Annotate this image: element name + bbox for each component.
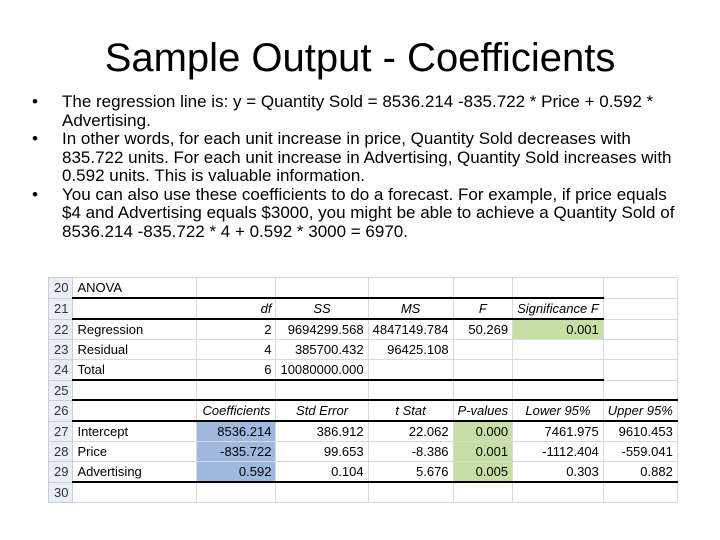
header-ms[interactable]: MS <box>368 298 453 319</box>
table-row <box>49 340 678 360</box>
table-row <box>49 442 678 462</box>
value-cell[interactable]: 5.676 <box>368 462 453 483</box>
row-number: 26 <box>49 400 73 421</box>
value-cell[interactable]: 0.303 <box>513 462 604 483</box>
value-cell[interactable]: 96425.108 <box>368 340 453 360</box>
row-label-total[interactable]: Total <box>73 360 197 381</box>
header-std-error[interactable]: Std Error <box>276 400 368 421</box>
cell[interactable] <box>513 278 604 299</box>
cell[interactable] <box>513 380 604 400</box>
header-ss[interactable]: SS <box>276 298 368 319</box>
header-df[interactable]: df <box>197 298 276 319</box>
header-significance-f[interactable]: Significance F <box>513 298 604 319</box>
cell[interactable] <box>453 340 513 360</box>
value-cell[interactable]: -559.041 <box>603 442 677 462</box>
value-cell[interactable]: 4 <box>197 340 276 360</box>
value-cell[interactable]: -8.386 <box>368 442 453 462</box>
value-cell[interactable]: 0.882 <box>603 462 677 483</box>
row-label-intercept[interactable]: Intercept <box>73 421 197 442</box>
bullet-list <box>30 93 690 241</box>
cell[interactable] <box>368 380 453 400</box>
row-number: 28 <box>49 442 73 462</box>
table-row <box>49 462 678 483</box>
header-upper-95[interactable]: Upper 95% <box>603 400 677 421</box>
cell[interactable] <box>453 360 513 381</box>
header-p-values[interactable]: P-values <box>453 400 513 421</box>
cell[interactable] <box>276 482 368 502</box>
value-cell[interactable]: 22.062 <box>368 421 453 442</box>
cell[interactable] <box>73 482 197 502</box>
table-row <box>49 421 678 442</box>
regression-output-table <box>48 277 678 503</box>
value-cell[interactable]: 385700.432 <box>276 340 368 360</box>
p-value-cell[interactable]: 0.000 <box>453 421 513 442</box>
row-label-residual[interactable]: Residual <box>73 340 197 360</box>
p-value-cell[interactable]: 0.005 <box>453 462 513 483</box>
cell[interactable] <box>73 400 197 421</box>
bullet-item: • You can also use these coefficients to do a forecast. For example, if price equals $4 and Advertising equals $3000, you might be able to achieve a Quantity Sold of 8536.214 -835.722 * 4 + 0.592 * 3000 = 6970. <box>30 186 690 242</box>
value-cell[interactable]: 4847149.784 <box>368 319 453 340</box>
cell[interactable] <box>197 278 276 299</box>
table-row <box>49 482 678 502</box>
bullet-item: • The regression line is: y = Quantity Sold = 8536.214 -835.722 * Price + 0.592 * Advertising. <box>30 93 690 130</box>
header-lower-95[interactable]: Lower 95% <box>513 400 604 421</box>
cell[interactable] <box>276 278 368 299</box>
value-cell[interactable]: 386.912 <box>276 421 368 442</box>
table-row <box>49 319 678 340</box>
table-row <box>49 400 678 421</box>
coefficient-cell[interactable]: 8536.214 <box>197 421 276 442</box>
row-number: 22 <box>49 319 73 340</box>
value-cell[interactable]: 9610.453 <box>603 421 677 442</box>
cell[interactable] <box>603 340 677 360</box>
value-cell[interactable]: 6 <box>197 360 276 381</box>
row-label-price[interactable]: Price <box>73 442 197 462</box>
table-row <box>49 360 678 381</box>
cell[interactable] <box>368 482 453 502</box>
value-cell[interactable]: -1112.404 <box>513 442 604 462</box>
row-number: 24 <box>49 360 73 381</box>
row-number: 21 <box>49 298 73 319</box>
value-cell[interactable]: 7461.975 <box>513 421 604 442</box>
header-f[interactable]: F <box>453 298 513 319</box>
cell[interactable] <box>453 482 513 502</box>
cell[interactable] <box>453 380 513 400</box>
slide-title: Sample Output - Coefficients <box>104 36 616 80</box>
value-cell[interactable]: 10080000.000 <box>276 360 368 381</box>
row-number: 23 <box>49 340 73 360</box>
value-cell[interactable]: 2 <box>197 319 276 340</box>
cell[interactable] <box>603 319 677 340</box>
row-number: 30 <box>49 482 73 502</box>
cell[interactable] <box>513 360 604 381</box>
cell[interactable] <box>603 380 677 400</box>
table-row <box>49 380 678 400</box>
cell[interactable] <box>368 360 453 381</box>
bullet-item: • In other words, for each unit increase in price, Quantity Sold decreases with 835.722 units. For each unit increase in Advertising, Quantity Sold increases with 0.592 units. This is valuable information. <box>30 130 690 186</box>
cell[interactable] <box>603 298 677 319</box>
cell[interactable] <box>197 380 276 400</box>
row-number: 27 <box>49 421 73 442</box>
row-number: 29 <box>49 462 73 483</box>
cell[interactable] <box>276 380 368 400</box>
cell[interactable] <box>603 482 677 502</box>
cell[interactable] <box>368 278 453 299</box>
cell[interactable] <box>603 278 677 299</box>
cell[interactable] <box>513 482 604 502</box>
cell[interactable] <box>197 482 276 502</box>
value-cell[interactable]: 50.269 <box>453 319 513 340</box>
coefficient-cell[interactable]: -835.722 <box>197 442 276 462</box>
value-cell[interactable]: 0.104 <box>276 462 368 483</box>
significance-value-cell[interactable]: 0.001 <box>513 319 604 340</box>
anova-title-cell[interactable]: ANOVA <box>73 278 197 299</box>
table-row <box>49 298 678 319</box>
header-coefficients[interactable]: Coefficients <box>197 400 276 421</box>
row-number: 20 <box>49 278 73 299</box>
coefficient-cell[interactable]: 0.592 <box>197 462 276 483</box>
cell[interactable] <box>73 298 197 319</box>
cell[interactable] <box>453 278 513 299</box>
header-t-stat[interactable]: t Stat <box>368 400 453 421</box>
value-cell[interactable]: 9694299.568 <box>276 319 368 340</box>
cell[interactable] <box>603 360 677 381</box>
table-row <box>49 278 678 299</box>
value-cell[interactable]: 99.653 <box>276 442 368 462</box>
cell[interactable] <box>513 340 604 360</box>
row-label-advertising[interactable]: Advertising <box>73 462 197 483</box>
cell[interactable] <box>73 380 197 400</box>
p-value-cell[interactable]: 0.001 <box>453 442 513 462</box>
row-label-regression[interactable]: Regression <box>73 319 197 340</box>
row-number: 25 <box>49 380 73 400</box>
